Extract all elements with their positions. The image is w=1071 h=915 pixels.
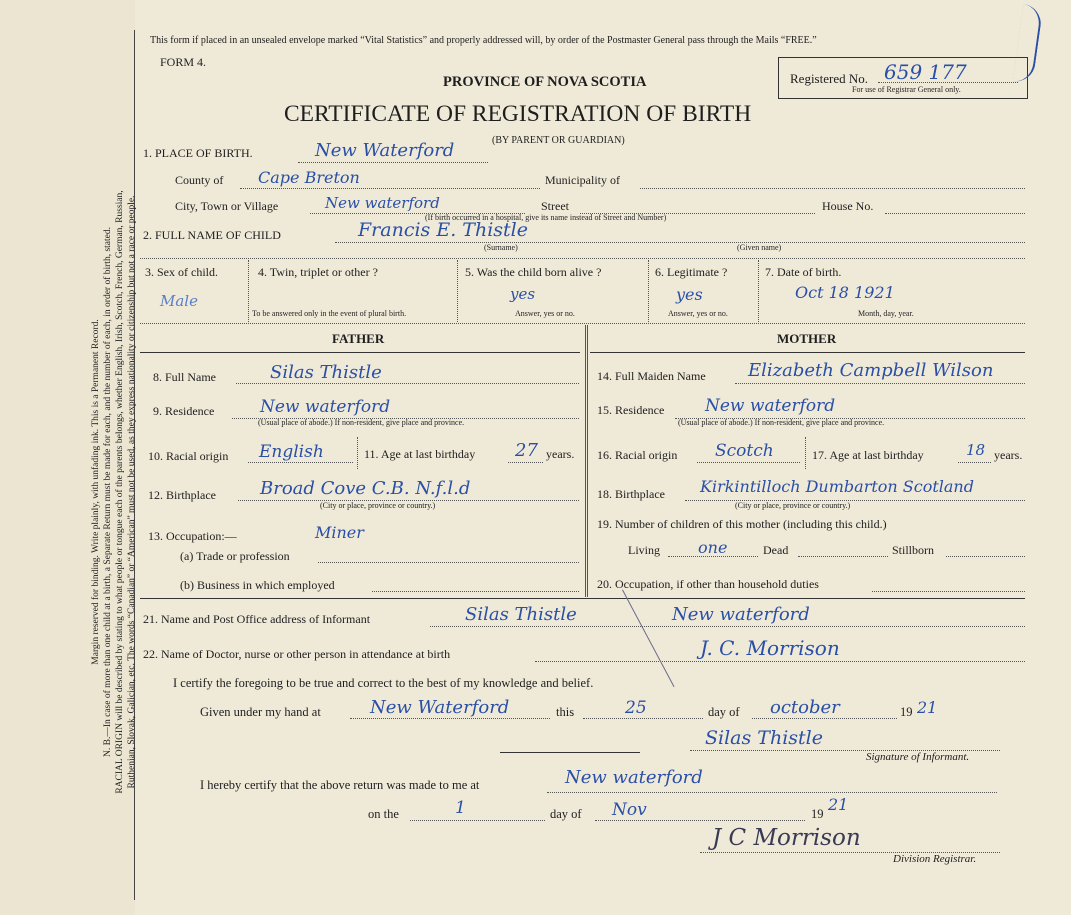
given-under-label: Given under my hand at (200, 705, 321, 719)
stillborn-line (946, 556, 1025, 557)
given-month-value: october (770, 697, 840, 718)
city-label: City, Town or Village (175, 199, 279, 213)
informant-line (430, 626, 1025, 627)
county-value: Cape Breton (258, 168, 360, 187)
registrar-signature-label: Division Registrar. (893, 853, 977, 865)
registered-label: Registered No. (790, 71, 868, 86)
alive-value: yes (510, 285, 536, 303)
mother-age-label: 17. Age at last birthday (812, 448, 924, 462)
informant-label: 21. Name and Post Office address of Informant (143, 612, 371, 626)
legitimate-value: yes (676, 285, 703, 304)
registrar-day-line (410, 820, 545, 821)
dead-line (798, 556, 888, 557)
mother-racial-line (697, 462, 800, 463)
father-age-line (508, 462, 543, 463)
given-day-value: 25 (625, 698, 647, 718)
father-trade-line (318, 562, 579, 563)
mother-age-value: 18 (966, 441, 986, 459)
row3-div-2 (457, 260, 458, 322)
house-no-line (885, 213, 1025, 214)
father-residence-note: (Usual place of abode.) If non-resident, give place and province. (258, 418, 465, 427)
municipality-label: Municipality of (545, 173, 620, 187)
father-header: FATHER (332, 331, 385, 346)
mother-racial-label: 16. Racial origin (597, 448, 678, 462)
row3-div-3 (648, 260, 649, 322)
father-occupation-label: 13. Occupation:— (148, 529, 237, 543)
dead-label: Dead (763, 543, 789, 557)
father-age-label: 11. Age at last birthday (364, 447, 476, 461)
mother-name-line (735, 383, 1025, 384)
mother-birthplace-label: 18. Birthplace (597, 487, 665, 501)
given-place-line (350, 718, 550, 719)
father-racial-value: English (259, 442, 324, 462)
registered-number: 659 177 (884, 60, 967, 84)
registrar-month-line (595, 820, 805, 821)
street-label: Street (541, 199, 569, 213)
sex-value: Male (160, 292, 198, 310)
house-no-label: House No. (822, 199, 874, 213)
registered-number-line (878, 82, 1018, 83)
father-birthplace-note: (City or place, province or country.) (320, 501, 436, 510)
mother-occupation-label: 20. Occupation, if other than household duties (597, 577, 819, 591)
row3-div-4 (758, 260, 759, 322)
parents-bottom-rule (140, 598, 1025, 599)
father-birthplace-value: Broad Cove C.B. N.f.l.d (260, 478, 471, 499)
child-name-label: 2. FULL NAME OF CHILD (143, 228, 281, 242)
hospital-note: (If birth occurred in a hospital, give its name instead of Street and Number) (425, 213, 667, 222)
pen-mark (1013, 4, 1044, 84)
alive-note: Answer, yes or no. (515, 309, 575, 318)
father-name-value: Silas Thistle (270, 362, 382, 383)
father-business-line (372, 591, 579, 592)
father-birthplace-label: 12. Birthplace (148, 488, 216, 502)
row3-bottom-rule (140, 323, 1025, 324)
twin-note: To be answered only in the event of plural birth. (252, 309, 407, 318)
certify-text: I certify the foregoing to be true and correct to the best of my knowledge and belief. (173, 676, 594, 690)
child-name-line (335, 242, 1025, 243)
stillborn-label: Stillborn (892, 543, 935, 557)
mother-name-label: 14. Full Maiden Name (597, 369, 706, 383)
father-racial-label: 10. Racial origin (148, 449, 229, 463)
registrar-year-value: 21 (828, 795, 849, 814)
mother-racial-value: Scotch (715, 441, 774, 461)
mother-age-line (958, 462, 991, 463)
county-label: County of (175, 173, 224, 187)
registrar-month-value: Nov (612, 800, 647, 820)
certificate-title: CERTIFICATE OF REGISTRATION OF BIRTH (284, 101, 752, 127)
living-value: one (698, 538, 728, 557)
father-racial-divider (357, 437, 358, 469)
certify-separator (500, 752, 640, 753)
mother-header-rule (590, 352, 1025, 353)
on-the-label: on the (368, 807, 399, 821)
mother-age-years: years. (994, 448, 1023, 462)
mother-occupation-line (872, 591, 1025, 592)
top-notice: This form if placed in an unsealed envelope marked “Vital Statistics” and properly addressed will, by order of the Postmaster General pass through the Mails “FREE.” (150, 35, 817, 46)
alive-label: 5. Was the child born alive ? (465, 265, 602, 279)
day-of-label: day of (708, 705, 740, 719)
place-of-birth-line (298, 162, 488, 163)
certificate-subtitle: (BY PARENT OR GUARDIAN) (492, 135, 625, 146)
given-year-value: 21 (917, 698, 938, 717)
margin-note-3: RACIAL ORIGIN will be described by stating to what people or tongue each of the parents belongs, whether English, Irish, Scotch, French, German, Russian, (115, 190, 125, 794)
father-name-label: 8. Full Name (153, 370, 216, 384)
child-name-value: Francis E. Thistle (358, 219, 528, 241)
margin-note-2: N. B.—In case of more than one child at a birth, a Separate Return must be made for each, and the number of each, in order of birth, stated. (103, 227, 113, 757)
margin-note-4: Ruthenian, Slovak, Galician, etc. The words “Canadian” or “American” must not be used, as they express nationality or citizenship but not a race or people. (127, 195, 137, 789)
living-line (668, 556, 758, 557)
registrar-year-prefix: 19 (811, 807, 824, 821)
father-trade-label: (a) Trade or profession (180, 549, 290, 563)
registrar-text: I hereby certify that the above return was made to me at (200, 778, 480, 792)
row3-div-1 (248, 260, 249, 322)
given-place-value: New Waterford (370, 697, 510, 718)
place-of-birth-value: New Waterford (315, 140, 455, 161)
legitimate-label: 6. Legitimate ? (655, 265, 728, 279)
form-number: FORM 4. (160, 55, 207, 69)
father-residence-label: 9. Residence (153, 404, 215, 418)
given-month-line (752, 718, 897, 719)
mother-racial-divider (805, 437, 806, 469)
father-age-value: 27 (515, 440, 538, 461)
father-header-rule (140, 352, 580, 353)
place-of-birth-label: 1. PLACE OF BIRTH. (143, 146, 253, 160)
pencil-mark (622, 590, 675, 688)
registrar-day-value: 1 (455, 798, 466, 818)
given-day-line (583, 718, 703, 719)
province-heading: PROVINCE OF NOVA SCOTIA (443, 74, 647, 90)
mother-children-label: 19. Number of children of this mother (including this child.) (597, 517, 887, 531)
margin-notes (90, 82, 150, 902)
informant-signature: Silas Thistle (705, 727, 823, 749)
date-of-birth-value: Oct 18 1921 (795, 283, 895, 302)
this-label: this (556, 705, 575, 719)
father-residence-value: New waterford (260, 397, 391, 417)
father-occupation-value: Miner (315, 523, 364, 542)
informant-signature-label: Signature of Informant. (866, 751, 970, 763)
registrar-day-of-label: day of (550, 807, 582, 821)
father-age-years: years. (546, 447, 575, 461)
given-name-caption: (Given name) (737, 243, 782, 252)
informant-name: Silas Thistle (465, 604, 577, 625)
county-line (240, 188, 540, 189)
mother-residence-value: New waterford (705, 396, 836, 416)
doctor-line (535, 661, 1025, 662)
doctor-label: 22. Name of Doctor, nurse or other person in attendance at birth (143, 647, 451, 661)
margin-note-1: Margin reserved for binding. Write plainly, with unfading ink. This is a Permanent Record. (91, 319, 101, 665)
registrar-place-value: New waterford (565, 767, 703, 788)
mother-residence-label: 15. Residence (597, 403, 665, 417)
parents-divider (585, 325, 588, 597)
date-of-birth-note: Month, day, year. (858, 309, 914, 318)
city-value: New waterford (325, 194, 440, 212)
municipality-line (640, 188, 1025, 189)
given-year-prefix: 19 (900, 705, 913, 719)
informant-address: New waterford (672, 604, 810, 625)
row3-top-rule (140, 258, 1025, 259)
twin-label: 4. Twin, triplet or other ? (258, 265, 378, 279)
mother-birthplace-note: (City or place, province or country.) (735, 501, 851, 510)
father-business-label: (b) Business in which employed (180, 578, 335, 592)
mother-name-value: Elizabeth Campbell Wilson (748, 360, 994, 381)
date-of-birth-label: 7. Date of birth. (765, 265, 842, 279)
surname-caption: (Surname) (484, 243, 518, 252)
father-name-line (236, 383, 579, 384)
mother-header: MOTHER (777, 331, 837, 346)
mother-residence-note: (Usual place of abode.) If non-resident, give place and province. (678, 418, 885, 427)
legitimate-note: Answer, yes or no. (668, 309, 728, 318)
registrar-place-line (547, 792, 997, 793)
sex-label: 3. Sex of child. (145, 265, 218, 279)
father-racial-line (248, 462, 353, 463)
mother-birthplace-value: Kirkintilloch Dumbarton Scotland (700, 477, 974, 496)
living-label: Living (628, 543, 660, 557)
registrar-note: For use of Registrar General only. (852, 85, 961, 94)
doctor-value: J. C. Morrison (700, 636, 840, 660)
registrar-signature: J C Morrison (712, 825, 861, 851)
